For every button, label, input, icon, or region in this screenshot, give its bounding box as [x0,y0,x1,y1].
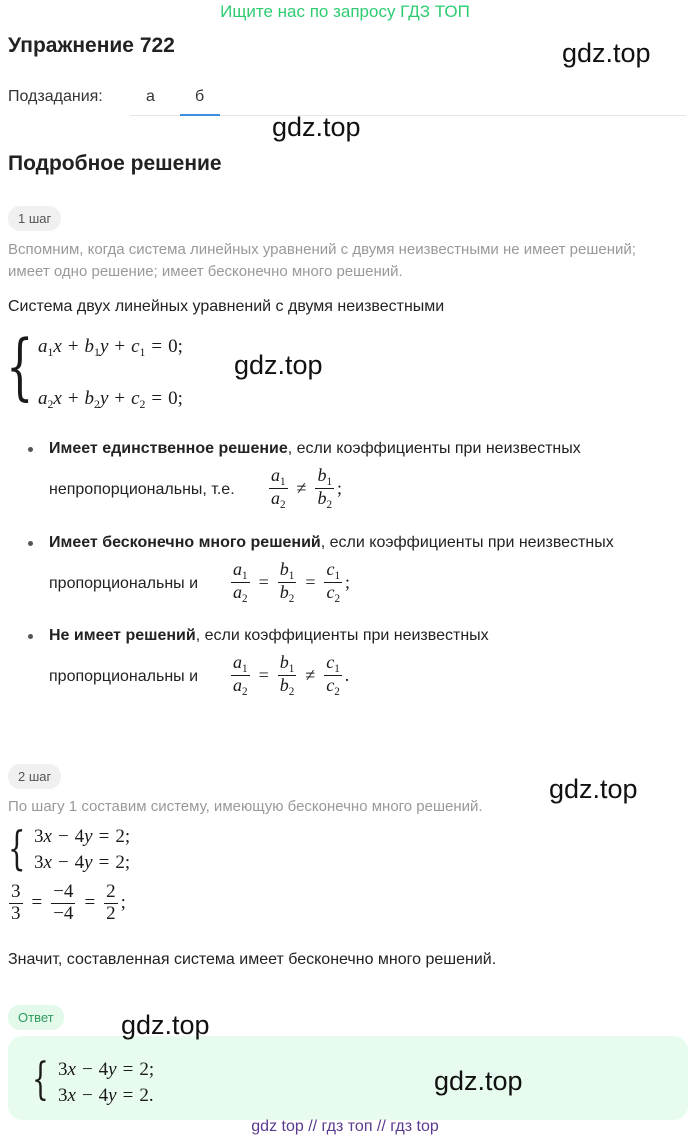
bullet-3-formula: $\frac{a_1}{a_2}$ = $\frac{b_1}{b_2}$ ≠ $\frac{c_1}{c_2}$ . [233,652,350,699]
watermark: gdz.top [272,112,361,142]
general-equation-1: $a_1x + b_1y + c_1 = 0$; [38,336,183,360]
bullet-1-line1 [49,440,581,458]
system-equation-2: 3x − 4y = 2; [34,852,131,873]
step-conclusion: Значит, составленная система имеет бесконечно много решений. [8,951,497,968]
bullet-dot [28,634,33,639]
bullet-1-bold: Имеет единственное решение [49,440,288,457]
answer-equation-2: 3x − 4y = 2. [58,1085,154,1106]
bullet-2-formula: $\frac{a_1}{a_2}$ = $\frac{b_1}{b_2}$ = $\frac{c_1}{c_2}$ ; [233,559,351,606]
watermark: gdz.top [562,38,651,68]
bullet-3-line2: пропорциональны и [49,668,199,685]
bullet-3-rest: , если коэффициенты при неизвестных [195,627,489,644]
bullet-1-rest: , если коэффициенты при неизвестных [287,440,581,457]
answer-equation-1: 3x − 4y = 2; [58,1059,155,1080]
bullet-3-bold: Не имеет решений [49,627,196,644]
watermark: gdz.top [434,1066,523,1096]
bullet-2-line2: пропорциональны и [49,575,199,592]
watermark: gdz.top [549,774,638,804]
step-hint: По шагу 1 составим систему, имеющую бесконечно много решений. [8,798,483,815]
step-badge: 2 шаг [8,764,61,789]
general-equation-2: $a_2x + b_2y + c_2 = 0$; [38,388,183,412]
step-hint: Вспомним, когда система линейных уравнений с двумя неизвестными не имеет решений; имеет одно решение; имеет бесконечно много решений. [8,241,636,280]
page-title: Упражнение 722 [8,34,175,57]
system-equation-1: 3x − 4y = 2; [34,826,131,847]
step-badge: 1 шаг [8,206,61,231]
bullet-2-rest: , если коэффициенты при неизвестных [320,534,614,551]
answer-brace: { [32,1054,49,1105]
footer-links[interactable]: gdz top // гдз топ // гдз top [251,1118,439,1135]
watermark: gdz.top [121,1010,210,1040]
bullet-1-line2: непропорциональны, т.е. [49,481,235,498]
section-title: Подробное решение [8,152,222,175]
subtasks-label: Подзадания: [8,88,103,105]
system-brace: { [6,324,34,408]
bullet-dot [28,541,33,546]
bullet-1-formula: $\frac{a_1}{a_2}$ ≠ $\frac{b_1}{b_2}$ ; [271,465,343,512]
step-intro: Система двух линейных уравнений с двумя неизвестными [8,298,445,315]
tab-b[interactable]: б [195,88,205,105]
bullet-2-line1 [49,534,614,552]
bullet-dot [28,447,33,452]
ratio-check: $\frac{3}{3}$ = $\frac{-4}{-4}$ = $\frac{2}{2}$ ; [11,881,126,924]
bullet-2-bold: Имеет бесконечно много решений [49,534,321,551]
watermark: gdz.top [234,350,323,380]
tab-a[interactable]: а [146,88,155,105]
answer-badge: Ответ [8,1005,64,1030]
system-brace: { [8,821,26,875]
top-banner[interactable]: Ищите нас по запросу ГДЗ ТОП [220,2,470,21]
bullet-3-line1 [49,627,489,645]
active-tab-indicator [180,114,220,116]
